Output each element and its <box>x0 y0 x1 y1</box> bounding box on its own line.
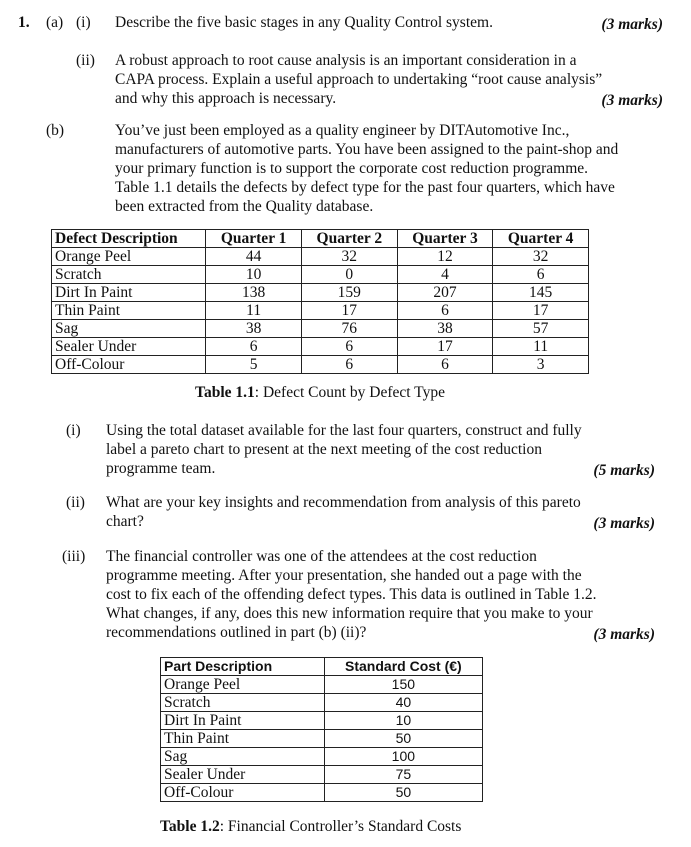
table-cell: 50 <box>324 784 482 802</box>
part-a-i-label: (i) <box>76 14 91 31</box>
question-number: 1. <box>18 14 30 31</box>
part-a-ii-marks: (3 marks) <box>601 92 663 109</box>
part-b-iii-marks: (3 marks) <box>593 626 655 643</box>
table-cell: Dirt In Paint <box>52 284 206 302</box>
table-row <box>161 766 483 784</box>
table-cell: 4 <box>397 266 493 284</box>
table-row <box>52 266 589 284</box>
table-cell: Thin Paint <box>52 302 206 320</box>
part-a-label: (a) <box>46 14 64 31</box>
table-cell: Sealer Under <box>52 338 206 356</box>
table-header-row <box>52 230 589 248</box>
table-cell: 6 <box>397 356 493 374</box>
table-row <box>52 356 589 374</box>
part-a-i-text: Describe the five basic stages in any Quality Control system. <box>115 14 493 31</box>
table-cell: 11 <box>206 302 302 320</box>
table-header-cell: Quarter 1 <box>206 230 302 248</box>
table-row <box>161 694 483 712</box>
part-b-label: (b) <box>46 122 65 139</box>
table-cell: 40 <box>324 694 482 712</box>
part-b-intro: You’ve just been employed as a quality engineer by DITAutomotive Inc., manufacturers of automotive parts. You have been assigned to the paint-shop and your primary function is to support the corporate cost reduction programme. Table 1.1 details the defects by defect type for the past four quarters, which have been extracted from the Quality database. <box>115 122 619 215</box>
table-cell: 32 <box>301 248 397 266</box>
table-cell: Orange Peel <box>161 676 325 694</box>
defect-count-table <box>51 229 589 374</box>
table-1-caption <box>51 383 589 402</box>
table-cell: Dirt In Paint <box>161 712 325 730</box>
table-cell: 57 <box>493 320 589 338</box>
table-2-caption-text: : Financial Controller’s Standard Costs <box>219 818 462 835</box>
table-cell: Scratch <box>161 694 325 712</box>
table-cell: 6 <box>301 356 397 374</box>
table-cell: 17 <box>493 302 589 320</box>
table-cell: 145 <box>493 284 589 302</box>
table-cell: 38 <box>397 320 493 338</box>
part-b-ii-label: (ii) <box>66 494 85 511</box>
table-header-cell: Quarter 3 <box>397 230 493 248</box>
table-cell: 38 <box>206 320 302 338</box>
table-cell: 207 <box>397 284 493 302</box>
part-b-i-text: Using the total dataset available for the last four quarters, construct and fully label a pareto chart to present at the next meeting of the cost reduction programme team. <box>106 422 582 477</box>
table-cell: 6 <box>206 338 302 356</box>
table-row <box>52 320 589 338</box>
table-cell: Off-Colour <box>52 356 206 374</box>
table-cell: 159 <box>301 284 397 302</box>
table-cell: Scratch <box>52 266 206 284</box>
table-cell: Sealer Under <box>161 766 325 784</box>
table-header-cell: Quarter 4 <box>493 230 589 248</box>
table-cell: 50 <box>324 730 482 748</box>
table-cell: Sag <box>52 320 206 338</box>
part-b-iii-text: The financial controller was one of the attendees at the cost reduction programme meeting. After your presentation, she handed out a page with the cost to fix each of the offending defect types. This data is outlined in Table 1.2. What changes, if any, does this new information require that you make to your recommendations outlined in part (b) (ii)? <box>106 548 597 641</box>
table-row <box>52 248 589 266</box>
table-cell: 6 <box>301 338 397 356</box>
part-b-i-marks: (5 marks) <box>593 462 655 479</box>
table-cell: 138 <box>206 284 302 302</box>
table-cell: 76 <box>301 320 397 338</box>
table-header-cell: Defect Description <box>52 230 206 248</box>
table-cell: Sag <box>161 748 325 766</box>
table-row <box>161 784 483 802</box>
table-cell: 12 <box>397 248 493 266</box>
table-1-caption-text: : Defect Count by Defect Type <box>254 384 445 401</box>
part-a-ii-text: A robust approach to root cause analysis is an important consideration in a CAPA process. Explain a useful approach to undertaking “root cause analysis” and why this approach is necessary. <box>115 52 603 107</box>
table-cell: Off-Colour <box>161 784 325 802</box>
table-cell: 10 <box>206 266 302 284</box>
table-row <box>161 676 483 694</box>
table-cell: 100 <box>324 748 482 766</box>
table-2-caption <box>160 817 461 836</box>
table-cell: 44 <box>206 248 302 266</box>
table-cell: Orange Peel <box>52 248 206 266</box>
table-cell: 17 <box>397 338 493 356</box>
table-cell: 0 <box>301 266 397 284</box>
table-header-row <box>161 658 483 676</box>
table-cell: 32 <box>493 248 589 266</box>
part-b-ii-marks: (3 marks) <box>593 515 655 532</box>
part-a-ii-label: (ii) <box>76 52 95 69</box>
standard-cost-table <box>160 657 483 802</box>
part-b-ii-text: What are your key insights and recommendation from analysis of this pareto chart? <box>106 494 581 530</box>
table-cell: 17 <box>301 302 397 320</box>
table-row <box>52 284 589 302</box>
table-header-cell: Standard Cost (€) <box>324 658 482 676</box>
table-cell: Thin Paint <box>161 730 325 748</box>
table-header-cell: Quarter 2 <box>301 230 397 248</box>
table-row <box>161 730 483 748</box>
table-cell: 5 <box>206 356 302 374</box>
part-a-i-marks: (3 marks) <box>601 16 663 33</box>
table-cell: 3 <box>493 356 589 374</box>
table-cell: 10 <box>324 712 482 730</box>
table-row <box>161 748 483 766</box>
table-header-cell: Part Description <box>161 658 325 676</box>
table-row <box>161 712 483 730</box>
table-cell: 11 <box>493 338 589 356</box>
table-row <box>52 338 589 356</box>
table-1-caption-label: Table 1.1 <box>195 384 255 401</box>
table-cell: 6 <box>493 266 589 284</box>
table-2-caption-label: Table 1.2 <box>160 818 220 835</box>
table-row <box>52 302 589 320</box>
table-cell: 150 <box>324 676 482 694</box>
table-cell: 6 <box>397 302 493 320</box>
part-b-i-label: (i) <box>66 422 81 439</box>
table-cell: 75 <box>324 766 482 784</box>
part-b-iii-label: (iii) <box>62 548 86 565</box>
